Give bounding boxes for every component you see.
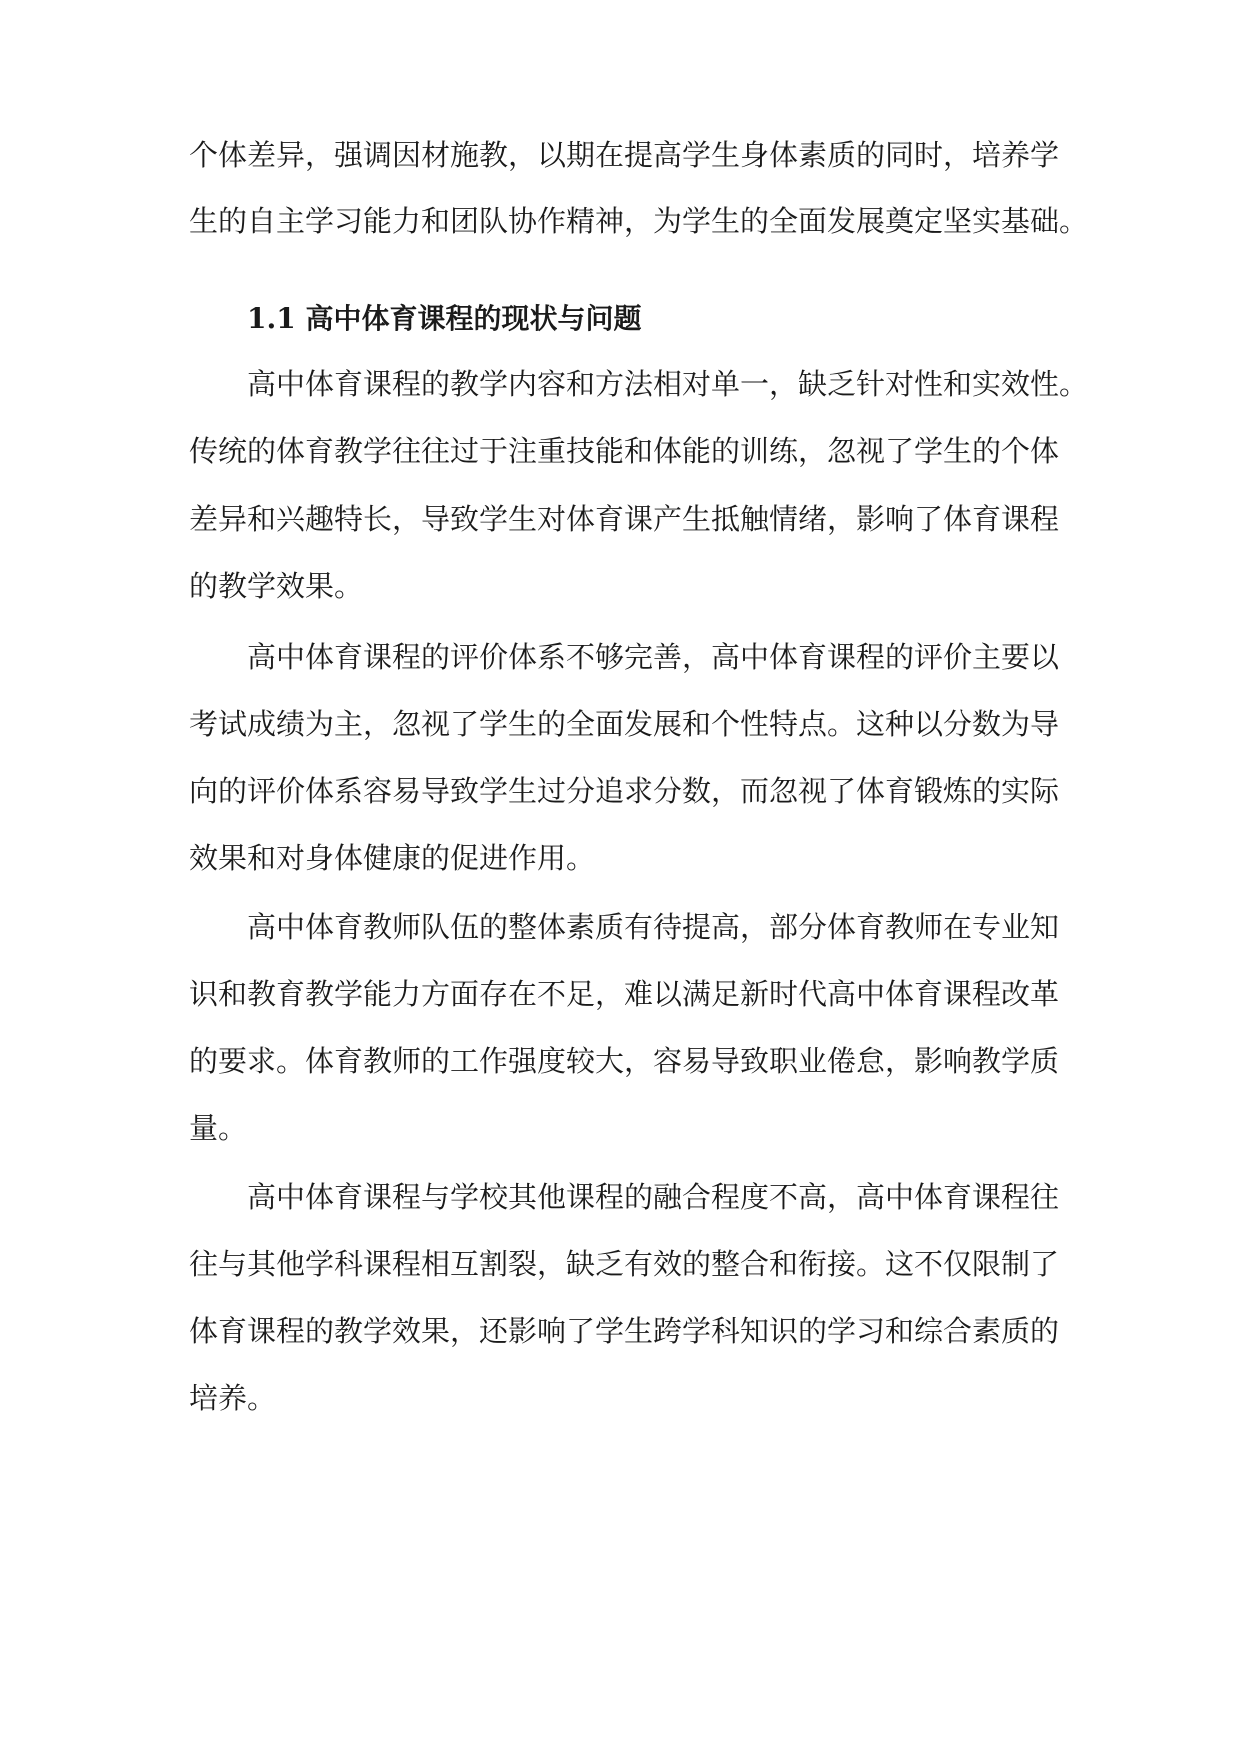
paragraph-3-line-1: 高中体育教师队伍的整体素质有待提高，部分体育教师在专业知 [247, 910, 1060, 944]
continuation-line-2: 生的自主学习能力和团队协作精神，为学生的全面发展奠定坚实基础。 [189, 204, 1089, 238]
paragraph-2-line-1: 高中体育课程的评价体系不够完善，高中体育课程的评价主要以 [247, 640, 1060, 674]
paragraph-3-line-4: 量。 [189, 1111, 248, 1145]
paragraph-3-line-3: 的要求。体育教师的工作强度较大，容易导致职业倦怠，影响教学质 [189, 1044, 1060, 1078]
paragraph-1-line-1: 高中体育课程的教学内容和方法相对单一，缺乏针对性和实效性。 [247, 367, 1089, 401]
paragraph-4-line-2: 往与其他学科课程相互割裂，缺乏有效的整合和衔接。这不仅限制了 [189, 1247, 1060, 1281]
paragraph-2-line-4: 效果和对身体健康的促进作用。 [189, 841, 596, 875]
paragraph-3-line-2: 识和教育教学能力方面存在不足，难以满足新时代高中体育课程改革 [189, 977, 1060, 1011]
paragraph-4-line-3: 体育课程的教学效果，还影响了学生跨学科知识的学习和综合素质的 [189, 1314, 1060, 1348]
paragraph-4-line-1: 高中体育课程与学校其他课程的融合程度不高，高中体育课程往 [247, 1180, 1060, 1214]
paragraph-4-line-4: 培养。 [189, 1381, 277, 1415]
paragraph-2-line-2: 考试成绩为主，忽视了学生的全面发展和个性特点。这种以分数为导 [189, 707, 1060, 741]
paragraph-1-line-2: 传统的体育教学往往过于注重技能和体能的训练，忽视了学生的个体 [189, 434, 1060, 468]
continuation-line-1: 个体差异，强调因材施教，以期在提高学生身体素质的同时，培养学 [189, 138, 1060, 172]
paragraph-1-line-4: 的教学效果。 [189, 569, 364, 603]
section-heading: 1.1 高中体育课程的现状与问题 [247, 302, 642, 335]
paragraph-1-line-3: 差异和兴趣特长，导致学生对体育课产生抵触情绪，影响了体育课程 [189, 502, 1060, 536]
paragraph-2-line-3: 向的评价体系容易导致学生过分追求分数，而忽视了体育锻炼的实际 [189, 774, 1060, 808]
